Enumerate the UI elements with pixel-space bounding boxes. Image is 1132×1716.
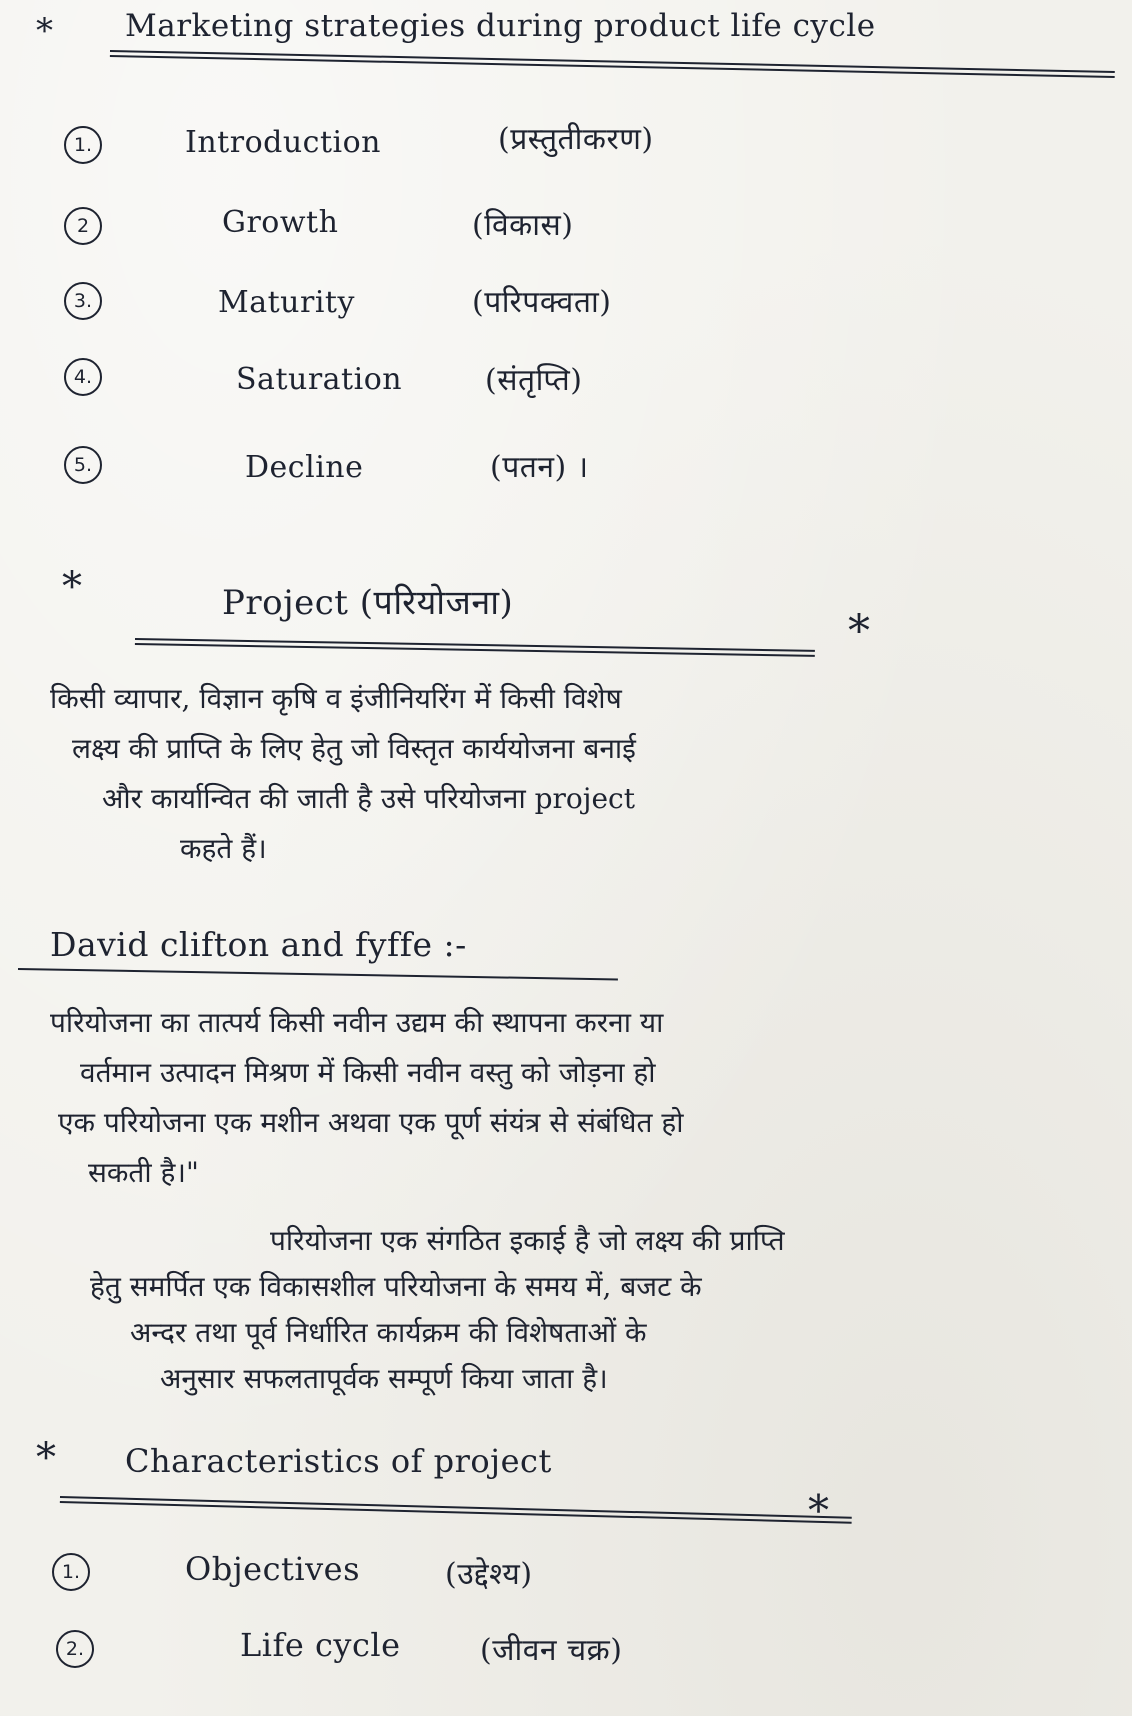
star-mark: * [848,606,870,657]
list-number: 1. [64,126,102,164]
paragraph-line: लक्ष्य की प्राप्ति के लिए हेतु जो विस्तृत कार्ययोजना बनाई [72,732,636,765]
paragraph-line: अनुसार सफलतापूर्वक सम्पूर्ण किया जाता है। [160,1362,608,1395]
list-number: 3. [64,282,102,320]
title-underline [110,50,1115,73]
paragraph-line: और कार्यान्वित की जाती है उसे परियोजना project [102,782,635,815]
stage-hindi: (प्रस्तुतीकरण) [498,122,654,157]
clifton-quote [50,998,684,1198]
star-mark: * [62,564,82,610]
project-definition [50,674,636,874]
paragraph-line: कहते हैं। [180,832,267,865]
paragraph-line: अन्दर तथा पूर्व निर्धारित कार्यक्रम की विशेषताओं के [130,1316,647,1349]
stage-hindi: (संतृप्ति) [485,363,583,398]
paragraph-line: परियोजना एक संगठित इकाई है जो लक्ष्य की प्राप्ति [270,1224,785,1257]
paragraph-line: एक परियोजना एक मशीन अथवा एक पूर्ण संयंत्र से संबंधित हो [58,1106,684,1139]
characteristics-underline [60,1496,852,1519]
paragraph-line: वर्तमान उत्पादन मिश्रण में किसी नवीन वस्तु को जोड़ना हो [80,1056,656,1089]
star-mark: * [36,1435,56,1481]
stage-hindi: (विकास) [472,208,574,243]
list-number: 2 [64,207,102,245]
characteristic-hindi: (उद्देश्य) [445,1557,533,1592]
paragraph-line: परियोजना का तात्पर्य किसी नवीन उद्यम की स्थापना करना या [50,1006,664,1039]
stage-hindi: (पतन) । [490,450,589,485]
project-heading-underline [135,638,815,652]
page-title: Marketing strategies during product life cycle [125,8,876,44]
paragraph-line: हेतु समर्पित एक विकासशील परियोजना के समय में, बजट के [90,1270,702,1303]
list-number: 5. [64,446,102,484]
list-number: 4. [64,358,102,396]
stage-english: Introduction [185,125,381,160]
stage-english: Growth [222,205,339,240]
characteristic-english: Objectives [185,1550,361,1588]
list-number: 2. [56,1630,94,1668]
characteristic-hindi: (जीवन चक्र) [480,1633,623,1668]
david-clifton-heading: David clifton and fyffe :- [50,925,467,964]
stage-english: Decline [245,450,364,485]
list-number: 1. [52,1553,90,1591]
star-mark: * [808,1486,829,1535]
project-heading: Project (परियोजना) [222,583,514,623]
stage-english: Saturation [236,362,403,397]
paragraph-line: किसी व्यापार, विज्ञान कृषि व इंजीनियरिंग में किसी विशेष [50,682,622,715]
project-explanation [90,1218,785,1402]
characteristic-english: Life cycle [240,1626,401,1664]
star-mark: * [36,11,53,51]
paragraph-line: सकती है।" [88,1156,199,1189]
characteristics-heading: Characteristics of project [125,1442,552,1480]
david-heading-underline [18,968,618,980]
stage-english: Maturity [218,285,355,320]
stage-hindi: (परिपक्वता) [472,285,612,320]
